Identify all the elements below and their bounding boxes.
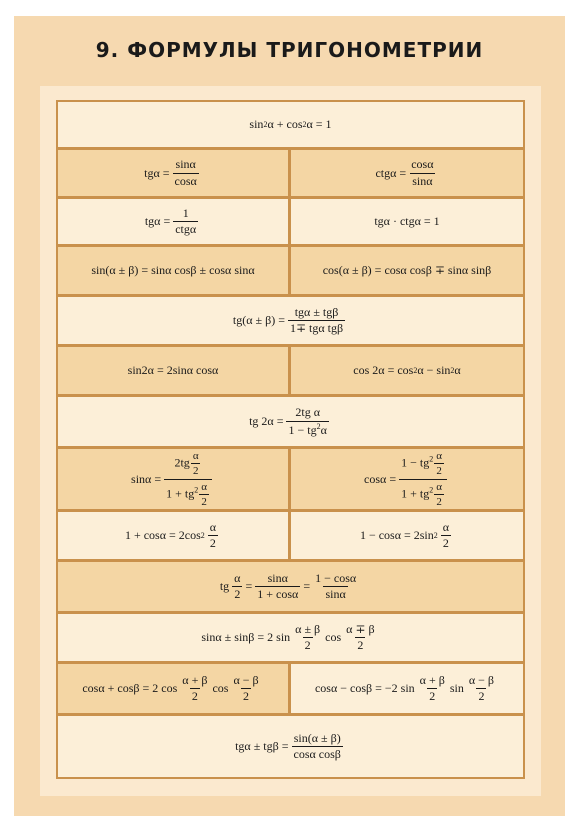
- fraction: [231, 674, 260, 703]
- denominator: 2: [478, 689, 485, 703]
- numerator: cosα: [411, 157, 434, 172]
- formula-one-plus-cosine: [58, 512, 288, 559]
- formula-cosine-difference-to-product: [291, 664, 523, 713]
- formula-text: tgα =: [144, 214, 171, 228]
- numerator: α ∓ β: [346, 621, 375, 636]
- formula-text: tgα · ctgα = 1: [374, 214, 440, 228]
- denominator: 2: [436, 495, 442, 508]
- denominator: 2: [357, 638, 364, 652]
- formula-text: cos(α ± β) = cosα cosβ ∓ sinα sinβ: [322, 263, 492, 277]
- formula-tangent-sum: [58, 297, 523, 344]
- numerator: [399, 450, 447, 478]
- exponent: 2: [302, 120, 307, 129]
- fraction: [208, 521, 218, 550]
- numerator: sinα: [267, 570, 288, 585]
- numerator: 2tg α: [295, 405, 320, 420]
- formula-tangent-half-angle: [58, 562, 523, 611]
- numerator: α + β: [182, 672, 208, 687]
- fraction: [173, 207, 198, 236]
- numerator: α: [192, 450, 199, 463]
- exponent: 2: [200, 531, 205, 540]
- fraction: [409, 158, 435, 187]
- numerator: α − β: [233, 672, 259, 687]
- formula-text: sin(α ± β) = sinα cosβ ± cosα sinα: [91, 263, 255, 277]
- formula-text: cosα + cosβ = 2 cos: [82, 681, 178, 695]
- formula-text: 2tg: [174, 455, 190, 470]
- fraction: [255, 572, 300, 601]
- denominator: 2: [209, 536, 216, 550]
- denominator: [164, 479, 212, 508]
- numerator: α + β: [419, 672, 445, 687]
- exponent: 2: [316, 421, 321, 431]
- formula-text: 1 − tg: [288, 422, 317, 437]
- fraction: [418, 674, 447, 703]
- exponent: 2: [413, 366, 418, 375]
- denominator: 2: [436, 465, 442, 478]
- formula-sine-half-tangent: [58, 449, 288, 509]
- numerator: 1: [182, 205, 189, 220]
- fraction: [467, 674, 496, 703]
- exponent: 2: [429, 484, 434, 494]
- exponent: 2: [450, 366, 455, 375]
- fraction: [191, 450, 201, 477]
- numerator: sinα: [175, 157, 196, 172]
- fraction: [344, 623, 376, 652]
- formula-text: 1 − cosα = 2sin: [359, 528, 434, 542]
- formula-text: α: [320, 422, 327, 437]
- formula-cosine-half-tangent: [291, 449, 523, 509]
- numerator: α: [436, 450, 442, 463]
- formula-table: [56, 100, 525, 779]
- denominator: 2: [191, 689, 198, 703]
- denominator: sinα: [412, 173, 433, 188]
- fraction: [434, 450, 444, 477]
- denominator: 2: [243, 689, 250, 703]
- poster: [14, 16, 565, 816]
- denominator: sinα: [325, 587, 346, 601]
- page-title: 9. ФОРМУЛЫ ТРИГОНОМЕТРИИ: [95, 38, 484, 62]
- numerator: α: [442, 519, 450, 534]
- formula-text: cosα − cosβ = −2 sin: [314, 681, 415, 695]
- formula-one-minus-cosine: [291, 512, 523, 559]
- formula-sine-sum-to-product: [58, 614, 523, 661]
- formula-text: cosα =: [364, 471, 397, 486]
- denominator: ctgα: [175, 222, 197, 236]
- fraction: [441, 521, 451, 550]
- numerator: 1 − cosα: [315, 570, 357, 585]
- formula-text: tg 2α =: [249, 414, 284, 428]
- fraction: [286, 406, 328, 436]
- formula-cosine-sum-to-product: [58, 664, 288, 713]
- denominator: 2: [192, 465, 199, 478]
- fraction: [232, 572, 242, 601]
- formula-text: 1 − tg: [401, 455, 430, 470]
- formula-pythagorean-identity: [58, 102, 523, 147]
- formula-text: ctgα =: [375, 165, 407, 180]
- formula-text: cos: [325, 630, 342, 644]
- formula-tangent-definition: [58, 150, 288, 196]
- fraction: [288, 306, 345, 335]
- exponent: 2: [429, 454, 434, 464]
- denominator: 2: [201, 495, 207, 508]
- fraction: [399, 450, 447, 507]
- formula-text: tg(α ± β) =: [232, 313, 285, 327]
- numerator: α: [234, 570, 241, 585]
- formula-cosine-sum: [291, 247, 523, 294]
- formula-text: cos 2α = cos: [353, 363, 414, 377]
- numerator: [172, 450, 203, 478]
- exponent: 2: [194, 484, 199, 494]
- formula-sine-sum: [58, 247, 288, 294]
- numerator: tgα ± tgβ: [294, 304, 339, 319]
- formula-text: tgα =: [144, 165, 170, 180]
- denominator: [286, 421, 328, 437]
- formula-tangent-reciprocal: [58, 199, 288, 244]
- denominator: 2: [304, 638, 311, 652]
- numerator: α: [209, 519, 217, 534]
- fraction: [199, 481, 209, 508]
- formula-text: =: [245, 579, 253, 593]
- formula-tangent-double-angle: [58, 397, 523, 446]
- formula-text: 1 + cosα = 2cos: [124, 528, 201, 542]
- exponent: 2: [263, 120, 268, 129]
- formula-text: sinα =: [131, 471, 162, 486]
- numerator: α: [201, 480, 207, 493]
- fraction: [180, 674, 209, 703]
- numerator: α − β: [468, 672, 495, 687]
- formula-text: sinα ± sinβ = 2 sin: [201, 630, 291, 644]
- fraction: [173, 158, 199, 187]
- denominator: 1∓ tgα tgβ: [289, 321, 344, 335]
- fraction: [434, 481, 444, 508]
- formula-text: sin: [449, 681, 464, 695]
- formula-tangent-cotangent-product: [291, 199, 523, 244]
- formula-text: tg: [219, 579, 230, 593]
- formula-text: cos: [212, 681, 229, 695]
- formula-text: tgα ± tgβ =: [235, 739, 289, 753]
- denominator: 1 + cosα: [257, 587, 299, 601]
- formula-text: sin: [249, 117, 264, 131]
- exponent: 2: [433, 531, 438, 540]
- fraction: [293, 623, 322, 652]
- formula-text: 1 + tg: [401, 485, 430, 500]
- formula-text: α − sin: [417, 363, 451, 377]
- denominator: [399, 479, 447, 508]
- formula-sine-double-angle: [58, 347, 288, 394]
- formula-tangent-sum-to-quotient: [58, 716, 523, 777]
- formula-panel: [40, 86, 541, 796]
- formula-text: =: [303, 579, 311, 593]
- denominator: cosα cosβ: [293, 747, 341, 761]
- formula-text: 1 + tg: [166, 485, 195, 500]
- formula-text: α = 1: [306, 117, 332, 131]
- fraction: [313, 572, 358, 601]
- formula-text: α + cos: [267, 117, 303, 131]
- numerator: α ± β: [295, 621, 321, 636]
- formula-text: α: [454, 363, 461, 377]
- numerator: α: [436, 480, 442, 493]
- denominator: cosα: [174, 173, 197, 188]
- denominator: 2: [442, 536, 449, 550]
- formula-cosine-double-angle: [291, 347, 523, 394]
- numerator: sin(α ± β): [293, 730, 341, 745]
- fraction: [164, 450, 212, 507]
- denominator: 2: [429, 689, 436, 703]
- formula-cotangent-definition: [291, 150, 523, 196]
- denominator: 2: [234, 587, 241, 601]
- fraction: [292, 732, 343, 761]
- formula-text: sin2α = 2sinα cosα: [127, 363, 219, 377]
